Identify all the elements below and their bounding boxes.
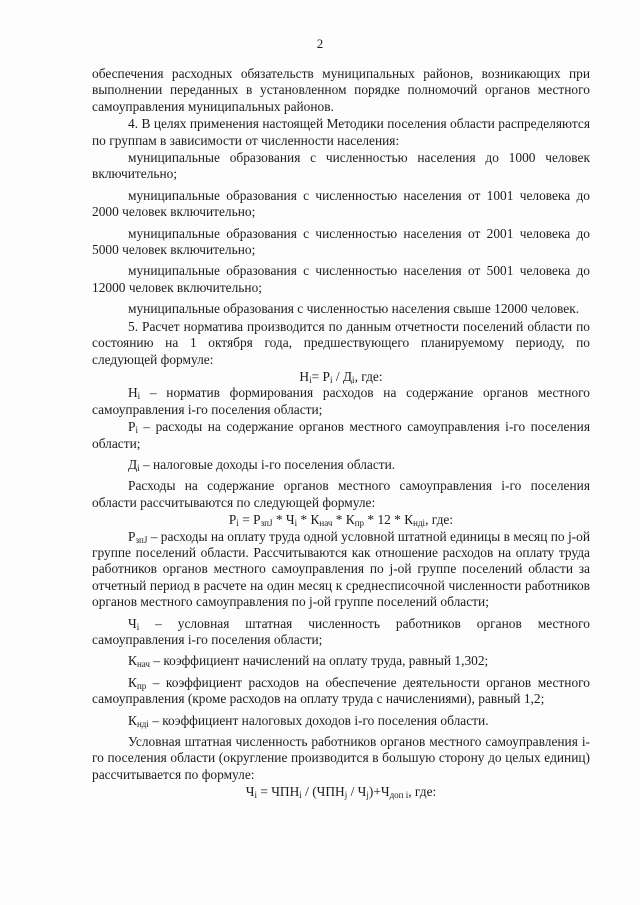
- group-item-2: муниципальные образования с численностью населения от 1001 человека до 2000 человек включительно;: [92, 187, 590, 220]
- paragraph-intro: обеспечения расходных обязательств муниципальных районов, возникающих при выполнении переданных в установленном порядке полномочий органов местного самоуправления муниципальных районов.: [92, 66, 590, 114]
- formula-staff: $Ч_i = ЧПН_i / (ЧПН_j / Ч_j)+Ч_{доп i}$, где:: [245, 784, 437, 801]
- group-item-3: муниципальные образования с численностью населения от 2001 человека до 5000 человек включительно;: [92, 225, 590, 258]
- paragraph-4: 4. В целях применения настоящей Методики поселения области распределяются по группам в зависимости от численности населения:: [92, 116, 590, 148]
- group-item-1: муниципальные образования с численностью населения до 1000 человек включительно;: [92, 150, 590, 182]
- definition-item: $Р_i$ – расходы на содержание органов местного самоуправления i-го поселения области;: [92, 419, 590, 451]
- definition-item: $К_{нач}$ – коэффициент начислений на оплату труда, равный 1,302;: [128, 653, 489, 670]
- definition-item: $Н_i$ – норматив формирования расходов на содержание органов местного самоуправления i-го поселения области;: [92, 385, 590, 417]
- formula-expenses: $Р_i = Р_{зпJ} * Ч_i * К_{нач} * К_{пр} * 12 * К_{ндi}$, где:: [228, 512, 454, 529]
- formula-norm: $Н_i= Р_i / Д_i$, где:: [299, 368, 383, 385]
- definition-item: $Д_i$ – налоговые доходы i-го поселения области.: [128, 456, 396, 473]
- paragraph-staff: Условная штатная численность работников органов местного самоуправления i-го поселения области (округление производится в большую сторону до целых единиц) рассчитывается по формуле:: [92, 734, 590, 782]
- page-number: 2: [316, 36, 324, 51]
- definition-item: $Ч_i$ – условная штатная численность работников органов местного самоуправления i-го поселения области;: [92, 615, 590, 647]
- paragraph-expenses: Расходы на содержание органов местного самоуправления i-го поселения области рассчитываются по следующей формуле:: [92, 478, 590, 510]
- definition-item: $Р_{зпJ}$ – расходы на оплату труда одной условной штатной единицы в месяц по j-ой группе поселений области. Рассчитываются как отношение расходов на оплату труда работников органов местного самоуправления по j-ой группе поселений области за отчетный период в расчете на один месяц к среднесписочной численности работников органов местного самоуправления по j-ой группе поселений области;: [92, 528, 590, 610]
- definition-item: $К_{пр}$ – коэффициент расходов на обеспечение деятельности органов местного самоуправления (кроме расходов на оплату труда с начислениями), равный 1,2;: [92, 674, 590, 707]
- definition-item: $К_{ндi}$ – коэффициент налоговых доходов i-го поселения области.: [128, 712, 489, 729]
- group-item-4: муниципальные образования с численностью населения от 5001 человека до 12000 человек включительно;: [92, 263, 590, 295]
- document-body: [92, 66, 590, 801]
- paragraph-5: 5. Расчет норматива производится по данным отчетности поселений области по состоянию на 1 октября года, предшествующего планируемому периоду, по следующей формуле:: [92, 318, 590, 367]
- group-item-5: муниципальные образования с численностью населения свыше 12000 человек.: [128, 301, 580, 317]
